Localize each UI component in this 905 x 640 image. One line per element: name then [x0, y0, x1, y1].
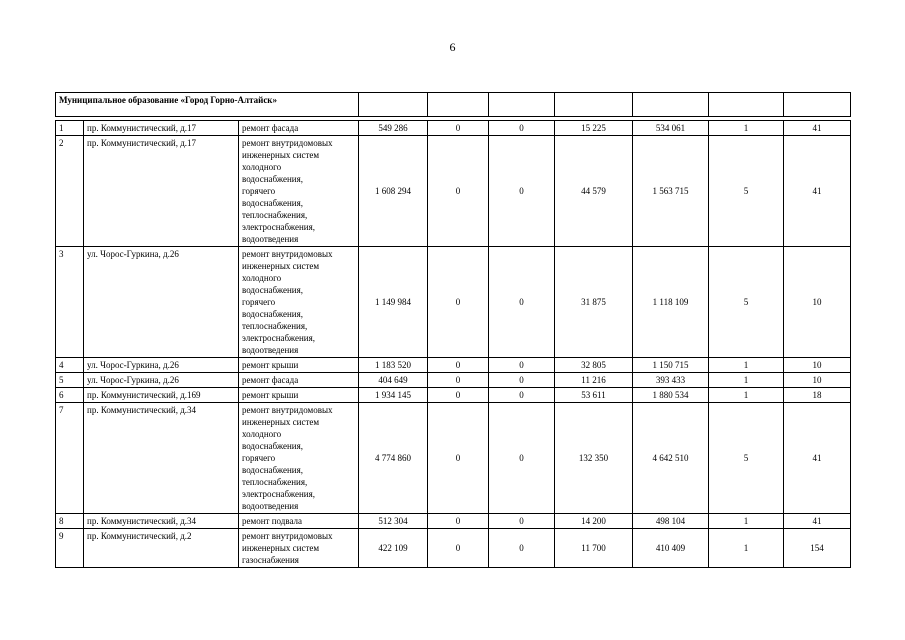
address-cell: пр. Коммунистический, д.17 — [84, 121, 239, 136]
row-number: 6 — [56, 388, 84, 403]
table-row — [56, 529, 851, 568]
total-cost-cell: 1 934 145 — [359, 388, 428, 403]
total-cost-cell: 404 649 — [359, 373, 428, 388]
total-cost-cell: 1 149 984 — [359, 247, 428, 358]
address-cell: пр. Коммунистический, д.17 — [84, 136, 239, 247]
cost-col3-cell: 11 700 — [555, 529, 633, 568]
cost-col2-cell: 0 — [489, 247, 555, 358]
total-cost-cell: 4 774 860 — [359, 403, 428, 514]
address-cell: пр. Коммунистический, д.34 — [84, 514, 239, 529]
table-row — [56, 358, 851, 373]
row-number: 8 — [56, 514, 84, 529]
work-type-cell: ремонт крыши — [239, 388, 359, 403]
cost-col2-cell: 0 — [489, 529, 555, 568]
address-cell: пр. Коммунистический, д.169 — [84, 388, 239, 403]
cost-col1-cell: 0 — [428, 247, 489, 358]
count-cell: 1 — [709, 529, 784, 568]
code-cell: 41 — [784, 136, 851, 247]
total-cost-cell: 1 608 294 — [359, 136, 428, 247]
cost-col4-cell: 1 118 109 — [633, 247, 709, 358]
cost-col2-cell: 0 — [489, 403, 555, 514]
table-row — [56, 247, 851, 358]
page-number: 6 — [449, 40, 456, 54]
work-type-cell: ремонт подвала — [239, 514, 359, 529]
row-number: 7 — [56, 403, 84, 514]
cost-col2-cell: 0 — [489, 136, 555, 247]
capital-repair-table — [55, 92, 851, 568]
total-cost-cell: 1 183 520 — [359, 358, 428, 373]
work-type-cell: ремонт внутридомовых инженерных систем холодного водоснабжения, горячего водоснабжения, теплоснабжения, электроснабжения, водоотведения — [239, 136, 359, 247]
table-row — [56, 136, 851, 247]
total-cost-cell: 512 304 — [359, 514, 428, 529]
count-cell: 1 — [709, 388, 784, 403]
cost-col4-cell: 410 409 — [633, 529, 709, 568]
table-body — [56, 93, 851, 568]
cost-col2-cell: 0 — [489, 388, 555, 403]
cost-col4-cell: 1 150 715 — [633, 358, 709, 373]
code-cell: 10 — [784, 373, 851, 388]
cost-col1-cell: 0 — [428, 514, 489, 529]
row-number: 1 — [56, 121, 84, 136]
table-row — [56, 373, 851, 388]
cost-col4-cell: 534 061 — [633, 121, 709, 136]
cost-col4-cell: 393 433 — [633, 373, 709, 388]
work-type-cell: ремонт внутридомовых инженерных систем газоснабжения — [239, 529, 359, 568]
count-cell: 1 — [709, 373, 784, 388]
code-cell: 41 — [784, 403, 851, 514]
cost-col3-cell: 15 225 — [555, 121, 633, 136]
work-type-cell: ремонт крыши — [239, 358, 359, 373]
row-number: 9 — [56, 529, 84, 568]
total-cost-cell: 422 109 — [359, 529, 428, 568]
table-row — [56, 388, 851, 403]
cost-col1-cell: 0 — [428, 403, 489, 514]
code-cell: 154 — [784, 529, 851, 568]
code-cell: 10 — [784, 247, 851, 358]
municipality-title: Муниципальное образование «Город Горно-Алтайск» — [56, 93, 359, 117]
cost-col3-cell: 132 350 — [555, 403, 633, 514]
count-cell: 5 — [709, 247, 784, 358]
cost-col1-cell: 0 — [428, 373, 489, 388]
table-row — [56, 403, 851, 514]
cost-col4-cell: 1 563 715 — [633, 136, 709, 247]
code-cell: 41 — [784, 121, 851, 136]
cost-col3-cell: 32 805 — [555, 358, 633, 373]
cost-col4-cell: 1 880 534 — [633, 388, 709, 403]
work-type-cell: ремонт фасада — [239, 373, 359, 388]
count-cell: 5 — [709, 403, 784, 514]
address-cell: ул. Чорос-Гуркина, д.26 — [84, 358, 239, 373]
code-cell: 41 — [784, 514, 851, 529]
row-number: 3 — [56, 247, 84, 358]
cost-col3-cell: 53 611 — [555, 388, 633, 403]
row-number: 2 — [56, 136, 84, 247]
code-cell: 18 — [784, 388, 851, 403]
cost-col1-cell: 0 — [428, 388, 489, 403]
code-cell: 10 — [784, 358, 851, 373]
cost-col1-cell: 0 — [428, 136, 489, 247]
address-cell: пр. Коммунистический, д.34 — [84, 403, 239, 514]
cost-col4-cell: 498 104 — [633, 514, 709, 529]
table-row — [56, 121, 851, 136]
municipality-row — [56, 93, 851, 117]
cost-col1-cell: 0 — [428, 358, 489, 373]
work-type-cell: ремонт внутридомовых инженерных систем холодного водоснабжения, горячего водоснабжения, теплоснабжения, электроснабжения, водоотведения — [239, 403, 359, 514]
cost-col2-cell: 0 — [489, 514, 555, 529]
address-cell: ул. Чорос-Гуркина, д.26 — [84, 247, 239, 358]
address-cell: пр. Коммунистический, д.2 — [84, 529, 239, 568]
cost-col3-cell: 14 200 — [555, 514, 633, 529]
cost-col1-cell: 0 — [428, 121, 489, 136]
row-number: 4 — [56, 358, 84, 373]
cost-col4-cell: 4 642 510 — [633, 403, 709, 514]
cost-col3-cell: 44 579 — [555, 136, 633, 247]
address-cell: ул. Чорос-Гуркина, д.26 — [84, 373, 239, 388]
count-cell: 1 — [709, 121, 784, 136]
work-type-cell: ремонт внутридомовых инженерных систем холодного водоснабжения, горячего водоснабжения, теплоснабжения, электроснабжения, водоотведения — [239, 247, 359, 358]
cost-col1-cell: 0 — [428, 529, 489, 568]
total-cost-cell: 549 286 — [359, 121, 428, 136]
cost-col3-cell: 11 216 — [555, 373, 633, 388]
cost-col2-cell: 0 — [489, 373, 555, 388]
table-row — [56, 514, 851, 529]
cost-col2-cell: 0 — [489, 358, 555, 373]
count-cell: 1 — [709, 358, 784, 373]
count-cell: 1 — [709, 514, 784, 529]
work-type-cell: ремонт фасада — [239, 121, 359, 136]
row-number: 5 — [56, 373, 84, 388]
cost-col2-cell: 0 — [489, 121, 555, 136]
count-cell: 5 — [709, 136, 784, 247]
cost-col3-cell: 31 875 — [555, 247, 633, 358]
